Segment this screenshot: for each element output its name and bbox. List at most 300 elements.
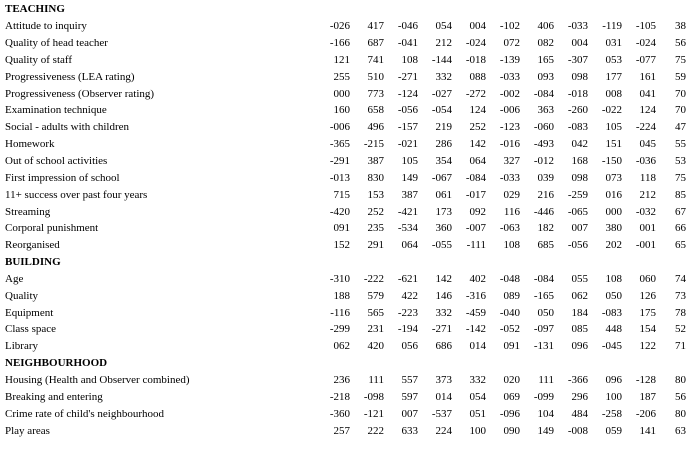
communality-cell: 55: [675, 138, 687, 151]
loading-cell: 286: [435, 138, 452, 151]
communality-cell: 53: [675, 155, 687, 168]
loading-cell: -013: [329, 171, 350, 184]
row-label: Breaking and entering: [5, 390, 103, 403]
loading-cell: 296: [571, 390, 588, 403]
section-heading-row: [0, 254, 689, 271]
row-label: Examination technique: [5, 104, 107, 117]
loading-cell: -271: [431, 323, 452, 336]
row-label: Age: [5, 272, 24, 285]
loading-cell: -194: [397, 323, 418, 336]
loading-cell: 182: [537, 222, 554, 235]
loading-cell: 153: [367, 188, 384, 201]
loading-cell: 091: [503, 340, 520, 353]
loading-cell: -083: [601, 306, 622, 319]
table-row: [0, 18, 689, 35]
row-label: Crime rate of child's neighbourhood: [5, 407, 165, 420]
communality-cell: 75: [675, 53, 687, 66]
loading-cell: 387: [401, 188, 418, 201]
loading-cell: -299: [329, 323, 350, 336]
table-row: [0, 169, 689, 186]
loading-cell: -165: [533, 289, 554, 302]
communality-cell: 59: [675, 70, 687, 83]
loading-cell: -022: [601, 104, 622, 117]
loading-cell: -420: [329, 205, 350, 218]
loading-cell: -123: [499, 121, 520, 134]
loading-cell: 565: [367, 306, 384, 319]
loading-cell: 216: [537, 188, 554, 201]
loading-cell: 093: [537, 70, 554, 83]
loading-cell: -365: [329, 138, 350, 151]
row-label: Play areas: [5, 424, 50, 437]
loading-cell: 053: [605, 53, 622, 66]
row-label: Library: [5, 340, 38, 353]
loading-cell: -018: [567, 87, 588, 100]
table-row: [0, 304, 689, 321]
loading-cell: -421: [397, 205, 418, 218]
loading-cell: 054: [435, 20, 452, 33]
loading-cell: -018: [465, 53, 486, 66]
table-row: [0, 136, 689, 153]
loading-cell: -001: [635, 239, 656, 252]
section-heading: BUILDING: [5, 256, 61, 269]
loading-cell: 105: [605, 121, 622, 134]
table-row: [0, 271, 689, 288]
loading-cell: -272: [465, 87, 486, 100]
section-heading: TEACHING: [5, 3, 65, 16]
loading-cell: 100: [605, 390, 622, 403]
loading-cell: 741: [367, 53, 384, 66]
table-row: [0, 321, 689, 338]
loading-cell: 108: [503, 239, 520, 252]
loading-cell: -224: [635, 121, 656, 134]
loading-cell: 073: [605, 171, 622, 184]
loading-cell: -097: [533, 323, 554, 336]
loading-cell: 151: [605, 138, 622, 151]
loading-cell: 061: [435, 188, 452, 201]
communality-cell: 74: [675, 272, 687, 285]
loading-cell: 059: [605, 424, 622, 437]
loading-cell: 363: [537, 104, 554, 117]
loading-cell: 064: [401, 239, 418, 252]
loading-cell: 252: [469, 121, 486, 134]
loading-cell: -017: [465, 188, 486, 201]
loading-cell: 149: [401, 171, 418, 184]
row-label: Progressiveness (LEA rating): [5, 70, 135, 83]
loading-cell: 108: [401, 53, 418, 66]
loading-cell: 387: [367, 155, 384, 168]
row-label: Equipment: [5, 306, 54, 319]
loading-cell: 122: [639, 340, 656, 353]
loading-cell: 255: [333, 70, 350, 83]
loading-cell: 327: [503, 155, 520, 168]
communality-cell: 56: [675, 37, 687, 50]
loading-cell: -055: [431, 239, 452, 252]
loading-cell: 496: [367, 121, 384, 134]
loading-cell: 124: [639, 104, 656, 117]
loading-cell: -157: [397, 121, 418, 134]
loading-cell: 332: [435, 306, 452, 319]
loading-cell: -002: [499, 87, 520, 100]
table-row: [0, 85, 689, 102]
table-row: [0, 119, 689, 136]
loading-cell: -024: [465, 37, 486, 50]
loading-cell: -139: [499, 53, 520, 66]
communality-cell: 70: [675, 87, 687, 100]
loading-cell: 020: [503, 373, 520, 386]
loading-cell: -128: [635, 373, 656, 386]
loading-cell: -534: [397, 222, 418, 235]
loading-cell: 142: [435, 272, 452, 285]
loading-cell: -024: [635, 37, 656, 50]
loading-cell: 188: [333, 289, 350, 302]
loading-cell: -446: [533, 205, 554, 218]
loading-cell: -007: [465, 222, 486, 235]
table-row: [0, 338, 689, 355]
loading-cell: 055: [571, 272, 588, 285]
loading-cell: 116: [503, 205, 520, 218]
loading-cell: 173: [435, 205, 452, 218]
loading-cell: -493: [533, 138, 554, 151]
section-heading-row: [0, 1, 689, 18]
loading-cell: 152: [333, 239, 350, 252]
loading-cell: 039: [537, 171, 554, 184]
loading-cell: -222: [363, 272, 384, 285]
loading-cell: -046: [397, 20, 418, 33]
loading-cell: -459: [465, 306, 486, 319]
loading-cell: 105: [401, 155, 418, 168]
loading-cell: -012: [533, 155, 554, 168]
section-heading: NEIGHBOURHOOD: [5, 357, 108, 370]
loading-cell: 054: [469, 390, 486, 403]
loading-cell: 014: [469, 340, 486, 353]
loading-cell: 773: [367, 87, 384, 100]
loading-cell: 016: [605, 188, 622, 201]
communality-cell: 75: [675, 171, 687, 184]
communality-cell: 73: [675, 289, 687, 302]
loading-cell: -316: [465, 289, 486, 302]
table-row: [0, 422, 689, 439]
loading-cell: -121: [363, 407, 384, 420]
loading-cell: 064: [469, 155, 486, 168]
loading-cell: 091: [333, 222, 350, 235]
loading-cell: 072: [503, 37, 520, 50]
loading-cell: 448: [605, 323, 622, 336]
loading-cell: 161: [639, 70, 656, 83]
table-row: [0, 388, 689, 405]
loading-cell: 332: [435, 70, 452, 83]
communality-cell: 70: [675, 104, 687, 117]
loading-cell: -260: [567, 104, 588, 117]
loading-cell: -150: [601, 155, 622, 168]
loading-cell: -166: [329, 37, 350, 50]
loading-cell: -008: [567, 424, 588, 437]
loading-cell: 402: [469, 272, 486, 285]
loading-cell: -084: [533, 272, 554, 285]
communality-cell: 67: [675, 205, 687, 218]
loading-cell: 417: [367, 20, 384, 33]
loading-cell: 187: [639, 390, 656, 403]
loading-cell: 000: [333, 87, 350, 100]
row-label: Social - adults with children: [5, 121, 130, 134]
row-label: Reorganised: [5, 239, 60, 252]
communality-cell: 65: [675, 239, 687, 252]
loading-cell: 219: [435, 121, 452, 134]
loading-cell: -016: [499, 138, 520, 151]
loading-cell: -045: [601, 340, 622, 353]
communality-cell: 78: [675, 306, 687, 319]
factor-loadings-table: [0, 1, 689, 439]
loading-cell: 422: [401, 289, 418, 302]
communality-cell: 85: [675, 188, 687, 201]
loading-cell: 100: [469, 424, 486, 437]
loading-cell: 633: [401, 424, 418, 437]
loading-cell: 092: [469, 205, 486, 218]
loading-cell: -310: [329, 272, 350, 285]
loading-cell: -366: [567, 373, 588, 386]
loading-cell: -258: [601, 407, 622, 420]
communality-cell: 63: [675, 424, 687, 437]
row-label: Homework: [5, 138, 55, 151]
loading-cell: -124: [397, 87, 418, 100]
loading-cell: -144: [431, 53, 452, 66]
loading-cell: -033: [567, 20, 588, 33]
loading-cell: 082: [537, 37, 554, 50]
loading-cell: -065: [567, 205, 588, 218]
loading-cell: 222: [367, 424, 384, 437]
loading-cell: -040: [499, 306, 520, 319]
loading-cell: -077: [635, 53, 656, 66]
row-label: Class space: [5, 323, 57, 336]
loading-cell: -006: [329, 121, 350, 134]
loading-cell: 096: [571, 340, 588, 353]
table-row: [0, 237, 689, 254]
loading-cell: 069: [503, 390, 520, 403]
communality-cell: 80: [675, 407, 687, 420]
loading-cell: 007: [401, 407, 418, 420]
loading-cell: 212: [435, 37, 452, 50]
loading-cell: 142: [469, 138, 486, 151]
loading-cell: 658: [367, 104, 384, 117]
loading-cell: -116: [330, 306, 350, 319]
loading-cell: 050: [537, 306, 554, 319]
loading-cell: 830: [367, 171, 384, 184]
loading-cell: 029: [503, 188, 520, 201]
loading-cell: 088: [469, 70, 486, 83]
loading-cell: -033: [499, 70, 520, 83]
loading-cell: -259: [567, 188, 588, 201]
loading-cell: -099: [533, 390, 554, 403]
loading-cell: 041: [639, 87, 656, 100]
loading-cell: 484: [571, 407, 588, 420]
loading-cell: -032: [635, 205, 656, 218]
loading-cell: 001: [639, 222, 656, 235]
loading-cell: -084: [465, 171, 486, 184]
loading-cell: 098: [571, 171, 588, 184]
loading-cell: 597: [401, 390, 418, 403]
loading-cell: 050: [605, 289, 622, 302]
loading-cell: -026: [329, 20, 350, 33]
table-row: [0, 186, 689, 203]
loading-cell: 252: [367, 205, 384, 218]
loading-cell: 062: [333, 340, 350, 353]
table-row: [0, 68, 689, 85]
loading-cell: -131: [533, 340, 554, 353]
loading-cell: 096: [605, 373, 622, 386]
loading-cell: -084: [533, 87, 554, 100]
table-row: [0, 153, 689, 170]
loading-cell: -063: [499, 222, 520, 235]
loading-cell: 380: [605, 222, 622, 235]
loading-cell: -067: [431, 171, 452, 184]
loading-cell: 060: [639, 272, 656, 285]
loading-cell: 236: [333, 373, 350, 386]
loading-cell: -218: [329, 390, 350, 403]
table-row: [0, 405, 689, 422]
row-label: Out of school activities: [5, 155, 108, 168]
loading-cell: -111: [466, 239, 486, 252]
table-row: [0, 220, 689, 237]
row-label: First impression of school: [5, 171, 120, 184]
communality-cell: 47: [675, 121, 687, 134]
loading-cell: 141: [639, 424, 656, 437]
loading-cell: 354: [435, 155, 452, 168]
loading-cell: 715: [333, 188, 350, 201]
row-label: 11+ success over past four years: [5, 188, 148, 201]
loading-cell: -271: [397, 70, 418, 83]
loading-cell: -142: [465, 323, 486, 336]
table-row: [0, 102, 689, 119]
row-label: Progressiveness (Observer rating): [5, 87, 155, 100]
loading-cell: 056: [401, 340, 418, 353]
loading-cell: -215: [363, 138, 384, 151]
communality-cell: 66: [675, 222, 687, 235]
loading-cell: 118: [639, 171, 656, 184]
loading-cell: -036: [635, 155, 656, 168]
table-row: [0, 372, 689, 389]
row-label: Quality of head teacher: [5, 37, 108, 50]
table-row: [0, 287, 689, 304]
loading-cell: 090: [503, 424, 520, 437]
loading-cell: -033: [499, 171, 520, 184]
table-row: [0, 35, 689, 52]
loading-cell: 224: [435, 424, 452, 437]
table-row: [0, 203, 689, 220]
loading-cell: -291: [329, 155, 350, 168]
row-label: Quality of staff: [5, 53, 73, 66]
loading-cell: 104: [537, 407, 554, 420]
loading-cell: 165: [537, 53, 554, 66]
loading-cell: 007: [571, 222, 588, 235]
loading-cell: 510: [367, 70, 384, 83]
loading-cell: -096: [499, 407, 520, 420]
loading-cell: 168: [571, 155, 588, 168]
loading-cell: -056: [397, 104, 418, 117]
loading-cell: -621: [397, 272, 418, 285]
loading-cell: 149: [537, 424, 554, 437]
row-label: Corporal punishment: [5, 222, 99, 235]
loading-cell: 235: [367, 222, 384, 235]
loading-cell: 212: [639, 188, 656, 201]
loading-cell: 160: [333, 104, 350, 117]
loading-cell: 406: [537, 20, 554, 33]
loading-cell: -223: [397, 306, 418, 319]
loading-cell: -098: [363, 390, 384, 403]
loading-cell: 098: [571, 70, 588, 83]
loading-cell: 360: [435, 222, 452, 235]
loading-cell: -056: [567, 239, 588, 252]
table-body: [0, 1, 689, 439]
loading-cell: 045: [639, 138, 656, 151]
loading-cell: 004: [571, 37, 588, 50]
loading-cell: 111: [538, 373, 554, 386]
loading-cell: 257: [333, 424, 350, 437]
loading-cell: -307: [567, 53, 588, 66]
loading-cell: 108: [605, 272, 622, 285]
loading-cell: -102: [499, 20, 520, 33]
loading-cell: -119: [602, 20, 622, 33]
loading-cell: 184: [571, 306, 588, 319]
loading-cell: 051: [469, 407, 486, 420]
row-label: Attitude to inquiry: [5, 20, 87, 33]
loading-cell: 014: [435, 390, 452, 403]
loading-cell: 579: [367, 289, 384, 302]
section-heading-row: [0, 355, 689, 372]
row-label: Housing (Health and Observer combined): [5, 373, 190, 386]
loading-cell: 175: [639, 306, 656, 319]
row-label: Quality: [5, 289, 38, 302]
loading-cell: 685: [537, 239, 554, 252]
loading-cell: 332: [469, 373, 486, 386]
loading-cell: 177: [605, 70, 622, 83]
communality-cell: 52: [675, 323, 687, 336]
loading-cell: -206: [635, 407, 656, 420]
loading-cell: 008: [605, 87, 622, 100]
loading-cell: -537: [431, 407, 452, 420]
loading-cell: -052: [499, 323, 520, 336]
loading-cell: -041: [397, 37, 418, 50]
loading-cell: -006: [499, 104, 520, 117]
loading-cell: -105: [635, 20, 656, 33]
loading-cell: -060: [533, 121, 554, 134]
loading-cell: 089: [503, 289, 520, 302]
loading-cell: -027: [431, 87, 452, 100]
communality-cell: 71: [675, 340, 687, 353]
loading-cell: 124: [469, 104, 486, 117]
loading-cell: 004: [469, 20, 486, 33]
loading-cell: -021: [397, 138, 418, 151]
loading-cell: 154: [639, 323, 656, 336]
communality-cell: 38: [675, 20, 687, 33]
loading-cell: 000: [605, 205, 622, 218]
loading-cell: -083: [567, 121, 588, 134]
loading-cell: 686: [435, 340, 452, 353]
loading-cell: 291: [367, 239, 384, 252]
loading-cell: -054: [431, 104, 452, 117]
loading-cell: 373: [435, 373, 452, 386]
loading-cell: 420: [367, 340, 384, 353]
row-label: Streaming: [5, 205, 51, 218]
loading-cell: 231: [367, 323, 384, 336]
loading-cell: 085: [571, 323, 588, 336]
loading-cell: 557: [401, 373, 418, 386]
loading-cell: 146: [435, 289, 452, 302]
loading-cell: 121: [333, 53, 350, 66]
loading-cell: 111: [368, 373, 384, 386]
communality-cell: 80: [675, 373, 687, 386]
loading-cell: 687: [367, 37, 384, 50]
loading-cell: 062: [571, 289, 588, 302]
loading-cell: 031: [605, 37, 622, 50]
